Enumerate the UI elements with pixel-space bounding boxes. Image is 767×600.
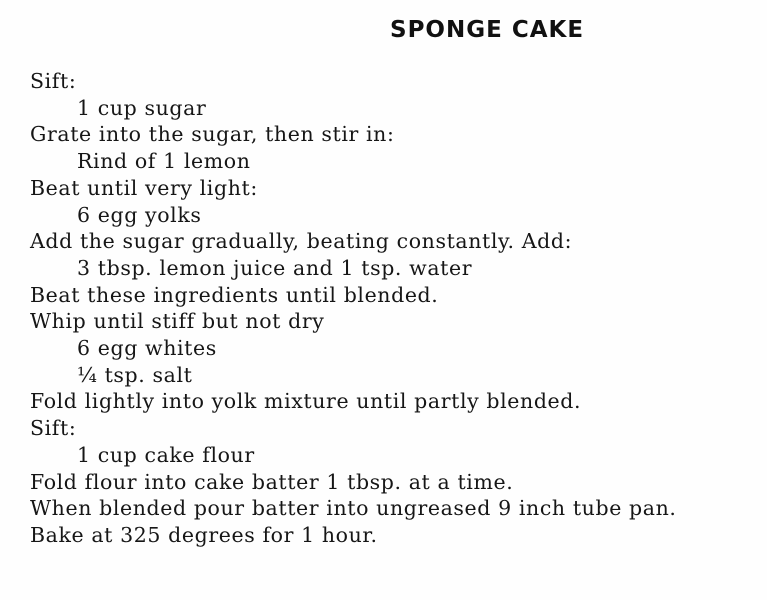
recipe-line-add-sugar: Add the sugar gradually, beating constantly. Add:: [30, 229, 573, 254]
recipe-line-fold-flour: Fold flour into cake batter 1 tbsp. at a time.: [30, 469, 514, 494]
recipe-title: SPONGE CAKE: [390, 17, 585, 43]
ingredient-cake-flour: 1 cup cake flour: [77, 442, 255, 467]
recipe-line-bake: Bake at 325 degrees for 1 hour.: [30, 522, 378, 547]
ingredient-salt: ¼ tsp. salt: [77, 362, 193, 387]
ingredient-lemon-juice-water: 3 tbsp. lemon juice and 1 tsp. water: [77, 255, 473, 280]
recipe-steps: [30, 68, 760, 549]
recipe-line-pour-batter: When blended pour batter into ungreased 9 inch tube pan.: [30, 496, 677, 521]
recipe-line-beat-light: Beat until very light:: [30, 175, 258, 200]
ingredient-egg-whites: 6 egg whites: [77, 336, 217, 361]
ingredient-egg-yolks: 6 egg yolks: [77, 202, 202, 227]
ingredient-lemon-rind: Rind of 1 lemon: [77, 149, 251, 174]
recipe-line-fold-yolk: Fold lightly into yolk mixture until partly blended.: [30, 389, 582, 414]
recipe-line-beat-blended: Beat these ingredients until blended.: [30, 282, 439, 307]
recipe-line-grate: Grate into the sugar, then stir in:: [30, 122, 395, 147]
recipe-line-sift-1: Sift:: [30, 69, 77, 93]
recipe-line-whip: Whip until stiff but not dry: [30, 309, 325, 334]
recipe-line-sift-2: Sift:: [30, 416, 77, 441]
ingredient-sugar: 1 cup sugar: [77, 95, 207, 120]
